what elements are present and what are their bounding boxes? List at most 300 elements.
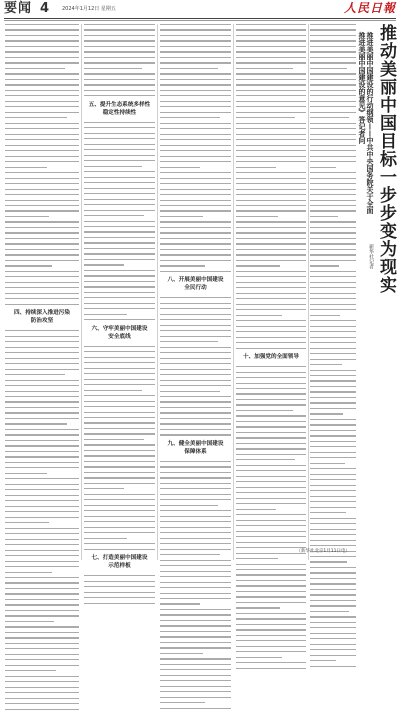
text-line xyxy=(160,183,231,184)
text-line xyxy=(160,631,231,632)
text-line xyxy=(160,271,231,272)
text-line xyxy=(84,149,155,150)
text-line xyxy=(5,29,79,30)
text-line xyxy=(160,84,231,85)
section-heading-5: 五、提升生态系统多样性 稳定性持续性 xyxy=(88,101,151,116)
text-line xyxy=(160,587,231,588)
text-line xyxy=(5,123,79,124)
text-line xyxy=(5,68,65,69)
text-line xyxy=(160,401,231,402)
text-line xyxy=(310,315,340,316)
text-line xyxy=(5,517,79,518)
text-line xyxy=(84,303,155,304)
text-line xyxy=(160,358,231,359)
text-line xyxy=(160,680,231,681)
text-line xyxy=(160,139,231,140)
text-line xyxy=(160,29,231,30)
text-line xyxy=(84,171,155,172)
text-line xyxy=(236,454,306,455)
text-line xyxy=(310,265,339,266)
text-line xyxy=(84,292,155,293)
text-line xyxy=(5,423,67,424)
text-line xyxy=(310,183,356,184)
text-line xyxy=(310,282,356,283)
text-line xyxy=(310,638,356,639)
text-line xyxy=(310,221,356,222)
text-line xyxy=(160,265,205,266)
article-dateline-footer: （新华社北京1月11日电） xyxy=(296,549,350,554)
text-line xyxy=(310,249,356,250)
text-line xyxy=(310,35,356,36)
text-line xyxy=(5,434,79,435)
text-line xyxy=(310,370,356,371)
text-line xyxy=(310,57,356,58)
text-line xyxy=(5,456,79,457)
text-line xyxy=(84,188,155,189)
text-line xyxy=(84,73,155,74)
text-line xyxy=(84,422,155,423)
text-line xyxy=(236,112,306,113)
section-heading-10: 十、加强党的全面领导 xyxy=(243,354,299,361)
text-line xyxy=(310,496,356,497)
text-line xyxy=(160,571,231,572)
text-line xyxy=(160,396,231,397)
text-line xyxy=(236,62,306,63)
text-line xyxy=(84,62,155,63)
text-line xyxy=(236,443,306,444)
section-heading-6: 六、守牢美丽中国建设 安全底线 xyxy=(91,325,148,340)
text-line xyxy=(160,205,231,206)
text-line xyxy=(84,483,155,484)
text-line xyxy=(236,90,306,91)
text-line xyxy=(5,615,79,616)
text-line xyxy=(160,658,231,659)
text-line xyxy=(310,320,356,321)
text-line xyxy=(310,666,356,667)
text-line xyxy=(84,494,155,495)
text-line xyxy=(236,24,306,25)
text-line xyxy=(84,155,155,156)
text-line xyxy=(5,95,79,96)
text-line xyxy=(236,613,306,614)
text-line xyxy=(160,691,231,692)
text-line xyxy=(5,670,56,671)
text-line xyxy=(84,29,155,30)
text-line xyxy=(236,304,306,305)
text-line xyxy=(5,451,79,452)
text-line xyxy=(160,189,231,190)
text-line xyxy=(310,90,356,91)
text-line xyxy=(236,309,306,310)
text-line xyxy=(236,448,306,449)
text-line xyxy=(84,586,155,587)
text-line xyxy=(160,510,231,511)
text-line xyxy=(236,383,306,384)
text-line xyxy=(84,549,155,550)
text-line xyxy=(236,117,295,118)
text-line xyxy=(5,24,79,25)
text-line xyxy=(84,46,155,47)
text-line xyxy=(236,476,306,477)
text-line xyxy=(236,84,306,85)
text-line xyxy=(310,622,356,623)
text-line xyxy=(236,139,306,140)
text-line xyxy=(160,576,231,577)
text-line xyxy=(5,588,79,589)
text-line xyxy=(160,227,231,228)
text-line xyxy=(84,248,155,249)
text-line xyxy=(236,487,306,488)
text-line xyxy=(84,395,155,396)
text-line xyxy=(5,156,79,157)
text-line xyxy=(5,412,79,413)
text-line xyxy=(236,421,306,422)
text-line xyxy=(160,385,231,386)
text-line xyxy=(236,470,306,471)
text-line xyxy=(84,417,155,418)
article-column-3 xyxy=(160,24,231,560)
text-line xyxy=(84,379,155,380)
text-line xyxy=(160,363,231,364)
text-line xyxy=(84,390,142,391)
text-line xyxy=(310,649,356,650)
text-line xyxy=(160,647,231,648)
text-line xyxy=(160,565,231,566)
text-line xyxy=(310,254,356,255)
text-line xyxy=(160,708,231,709)
text-line xyxy=(236,596,306,597)
text-line xyxy=(236,536,306,537)
text-line xyxy=(310,73,356,74)
text-line xyxy=(5,178,79,179)
text-line xyxy=(236,79,306,80)
text-line xyxy=(236,227,306,228)
text-line xyxy=(236,265,280,266)
article-title: 推动美丽中国目标一步步变为现实 xyxy=(376,24,396,294)
text-line xyxy=(84,455,155,456)
text-line xyxy=(160,308,231,309)
text-line xyxy=(5,341,79,342)
text-line xyxy=(84,160,155,161)
text-line xyxy=(5,572,52,573)
text-line xyxy=(84,538,127,539)
text-line xyxy=(5,698,79,699)
text-line xyxy=(5,79,79,80)
text-line xyxy=(84,281,155,282)
text-line xyxy=(236,243,306,244)
text-line xyxy=(236,657,282,658)
text-line xyxy=(160,642,231,643)
text-line xyxy=(310,567,356,568)
body-text-block xyxy=(236,24,306,349)
text-line xyxy=(5,282,79,283)
body-text-block xyxy=(84,346,155,550)
body-text-block xyxy=(5,330,79,710)
text-line xyxy=(84,90,155,91)
text-line xyxy=(310,359,356,360)
text-line xyxy=(236,520,306,521)
text-line xyxy=(160,603,200,604)
text-line xyxy=(5,506,79,507)
text-line xyxy=(310,600,356,601)
text-line xyxy=(84,597,155,598)
text-line xyxy=(160,303,231,304)
text-line xyxy=(5,593,79,594)
text-line xyxy=(310,578,356,579)
text-line xyxy=(236,377,306,378)
text-line xyxy=(5,161,79,162)
text-line xyxy=(5,112,79,113)
text-line xyxy=(310,353,356,354)
text-line xyxy=(310,298,356,299)
text-line xyxy=(310,627,356,628)
text-line xyxy=(160,418,231,419)
text-line xyxy=(310,232,356,233)
text-line xyxy=(5,139,79,140)
text-line xyxy=(84,264,124,265)
text-line xyxy=(160,101,231,102)
text-line xyxy=(160,461,231,462)
text-line xyxy=(310,227,356,228)
text-line xyxy=(84,138,155,139)
text-line xyxy=(310,419,356,420)
text-line xyxy=(310,178,356,179)
text-line xyxy=(310,238,356,239)
text-line xyxy=(5,40,79,41)
text-line xyxy=(310,594,356,595)
text-line xyxy=(5,221,79,222)
section-heading-4: 四、持续深入推进污染 防治攻坚 xyxy=(14,310,70,325)
text-line xyxy=(236,232,306,233)
text-line xyxy=(310,583,356,584)
text-line xyxy=(310,348,356,349)
text-line xyxy=(5,276,79,277)
text-line xyxy=(160,505,218,506)
body-text-block xyxy=(160,24,231,272)
text-line xyxy=(160,675,231,676)
text-line xyxy=(5,533,79,534)
text-line xyxy=(84,319,155,320)
text-line xyxy=(310,134,356,135)
text-line xyxy=(310,29,356,30)
text-line xyxy=(236,525,306,526)
body-text-block xyxy=(160,461,231,709)
text-line xyxy=(5,167,47,168)
text-line xyxy=(160,549,231,550)
text-line xyxy=(236,437,306,438)
text-line xyxy=(236,366,306,367)
section-heading-8: 八、开展美丽中国建设 全民行动 xyxy=(167,277,224,292)
text-line xyxy=(310,79,356,80)
text-line xyxy=(236,564,306,565)
text-line xyxy=(160,598,231,599)
text-line xyxy=(310,304,356,305)
text-line xyxy=(84,259,155,260)
text-line xyxy=(84,346,155,347)
text-line xyxy=(160,369,231,370)
text-line xyxy=(5,659,79,660)
text-line xyxy=(310,660,336,661)
body-text-block xyxy=(5,24,79,305)
text-line xyxy=(5,637,79,638)
text-line xyxy=(236,68,293,69)
text-line xyxy=(84,231,155,232)
text-line xyxy=(160,527,231,528)
text-line xyxy=(310,210,356,211)
text-line xyxy=(5,243,79,244)
text-line xyxy=(160,238,231,239)
text-line xyxy=(84,428,155,429)
text-line xyxy=(160,40,231,41)
text-line xyxy=(310,216,338,217)
text-line xyxy=(236,509,276,510)
text-line xyxy=(84,314,127,315)
text-line xyxy=(310,485,356,486)
text-line xyxy=(160,330,231,331)
article-column-2 xyxy=(84,24,155,570)
text-line xyxy=(310,128,356,129)
text-line xyxy=(5,352,79,353)
text-line xyxy=(5,626,79,627)
text-line xyxy=(236,498,306,499)
text-line xyxy=(310,40,356,41)
text-line xyxy=(236,183,306,184)
text-line xyxy=(160,150,231,151)
body-text-block xyxy=(84,575,155,604)
text-line xyxy=(236,503,306,504)
text-line xyxy=(5,407,79,408)
text-line xyxy=(5,260,79,261)
text-line xyxy=(160,216,203,217)
text-line xyxy=(84,221,155,222)
text-line xyxy=(310,24,356,25)
text-line xyxy=(5,57,79,58)
text-line xyxy=(236,95,306,96)
text-line xyxy=(236,640,306,641)
text-line xyxy=(160,477,231,478)
text-line xyxy=(310,271,356,272)
text-line xyxy=(84,466,155,467)
text-line xyxy=(236,514,306,515)
text-line xyxy=(5,304,79,305)
text-line xyxy=(5,654,79,655)
text-line xyxy=(84,477,155,478)
text-line xyxy=(5,396,79,397)
text-line xyxy=(84,144,155,145)
text-line xyxy=(310,342,356,343)
text-line xyxy=(236,607,280,608)
text-line xyxy=(310,457,356,458)
text-line xyxy=(160,686,231,687)
text-line xyxy=(5,632,79,633)
text-line xyxy=(5,643,79,644)
text-line xyxy=(5,227,79,228)
text-line xyxy=(160,249,231,250)
text-line xyxy=(160,593,231,594)
text-line xyxy=(310,523,356,524)
text-line xyxy=(5,62,79,63)
text-line xyxy=(310,68,347,69)
text-line xyxy=(160,391,220,392)
text-line xyxy=(84,242,155,243)
text-line xyxy=(84,215,144,216)
text-line xyxy=(310,145,356,146)
text-line xyxy=(5,150,79,151)
text-line xyxy=(236,591,306,592)
text-line xyxy=(84,433,155,434)
column-divider xyxy=(308,24,309,560)
text-line xyxy=(236,585,306,586)
text-line xyxy=(160,178,231,179)
text-line xyxy=(5,298,79,299)
text-line xyxy=(236,216,278,217)
text-line xyxy=(84,499,155,500)
text-line xyxy=(160,254,231,255)
text-line xyxy=(5,566,79,567)
text-line xyxy=(5,35,79,36)
text-line xyxy=(236,254,306,255)
text-line xyxy=(160,380,231,381)
text-line xyxy=(84,362,155,363)
text-line xyxy=(5,106,79,107)
text-line xyxy=(5,599,79,600)
text-line xyxy=(236,668,306,669)
text-line xyxy=(160,664,231,665)
text-line xyxy=(160,51,231,52)
text-line xyxy=(160,123,231,124)
text-line xyxy=(160,134,231,135)
text-line xyxy=(160,145,231,146)
text-line xyxy=(310,364,342,365)
text-line xyxy=(160,620,231,621)
article-subtitle: 推进美丽中国建设的行动纲领——中共中央国务院关于全面 xyxy=(366,32,375,214)
text-line xyxy=(5,621,54,622)
text-line xyxy=(236,320,306,321)
text-line xyxy=(310,490,356,491)
text-line xyxy=(310,205,356,206)
text-line xyxy=(236,145,306,146)
page-header xyxy=(0,0,400,20)
text-line xyxy=(160,200,231,201)
text-line xyxy=(310,534,356,535)
text-line xyxy=(310,46,356,47)
text-line xyxy=(236,342,306,343)
text-line xyxy=(310,391,356,392)
text-line xyxy=(310,167,336,168)
text-line xyxy=(160,521,231,522)
body-text-block xyxy=(84,122,155,321)
text-line xyxy=(160,57,231,58)
text-line xyxy=(160,625,231,626)
text-line xyxy=(5,172,79,173)
text-line xyxy=(84,193,155,194)
text-line xyxy=(236,492,306,493)
text-line xyxy=(5,210,79,211)
text-line xyxy=(160,429,231,430)
text-line xyxy=(84,24,155,25)
text-line xyxy=(5,358,79,359)
text-line xyxy=(310,611,349,612)
text-line xyxy=(5,500,79,501)
column-divider xyxy=(157,24,158,560)
text-line xyxy=(84,439,144,440)
text-line xyxy=(310,644,356,645)
text-line xyxy=(5,145,79,146)
text-line xyxy=(236,542,306,543)
text-line xyxy=(5,232,79,233)
text-line xyxy=(5,582,79,583)
text-line xyxy=(5,216,49,217)
